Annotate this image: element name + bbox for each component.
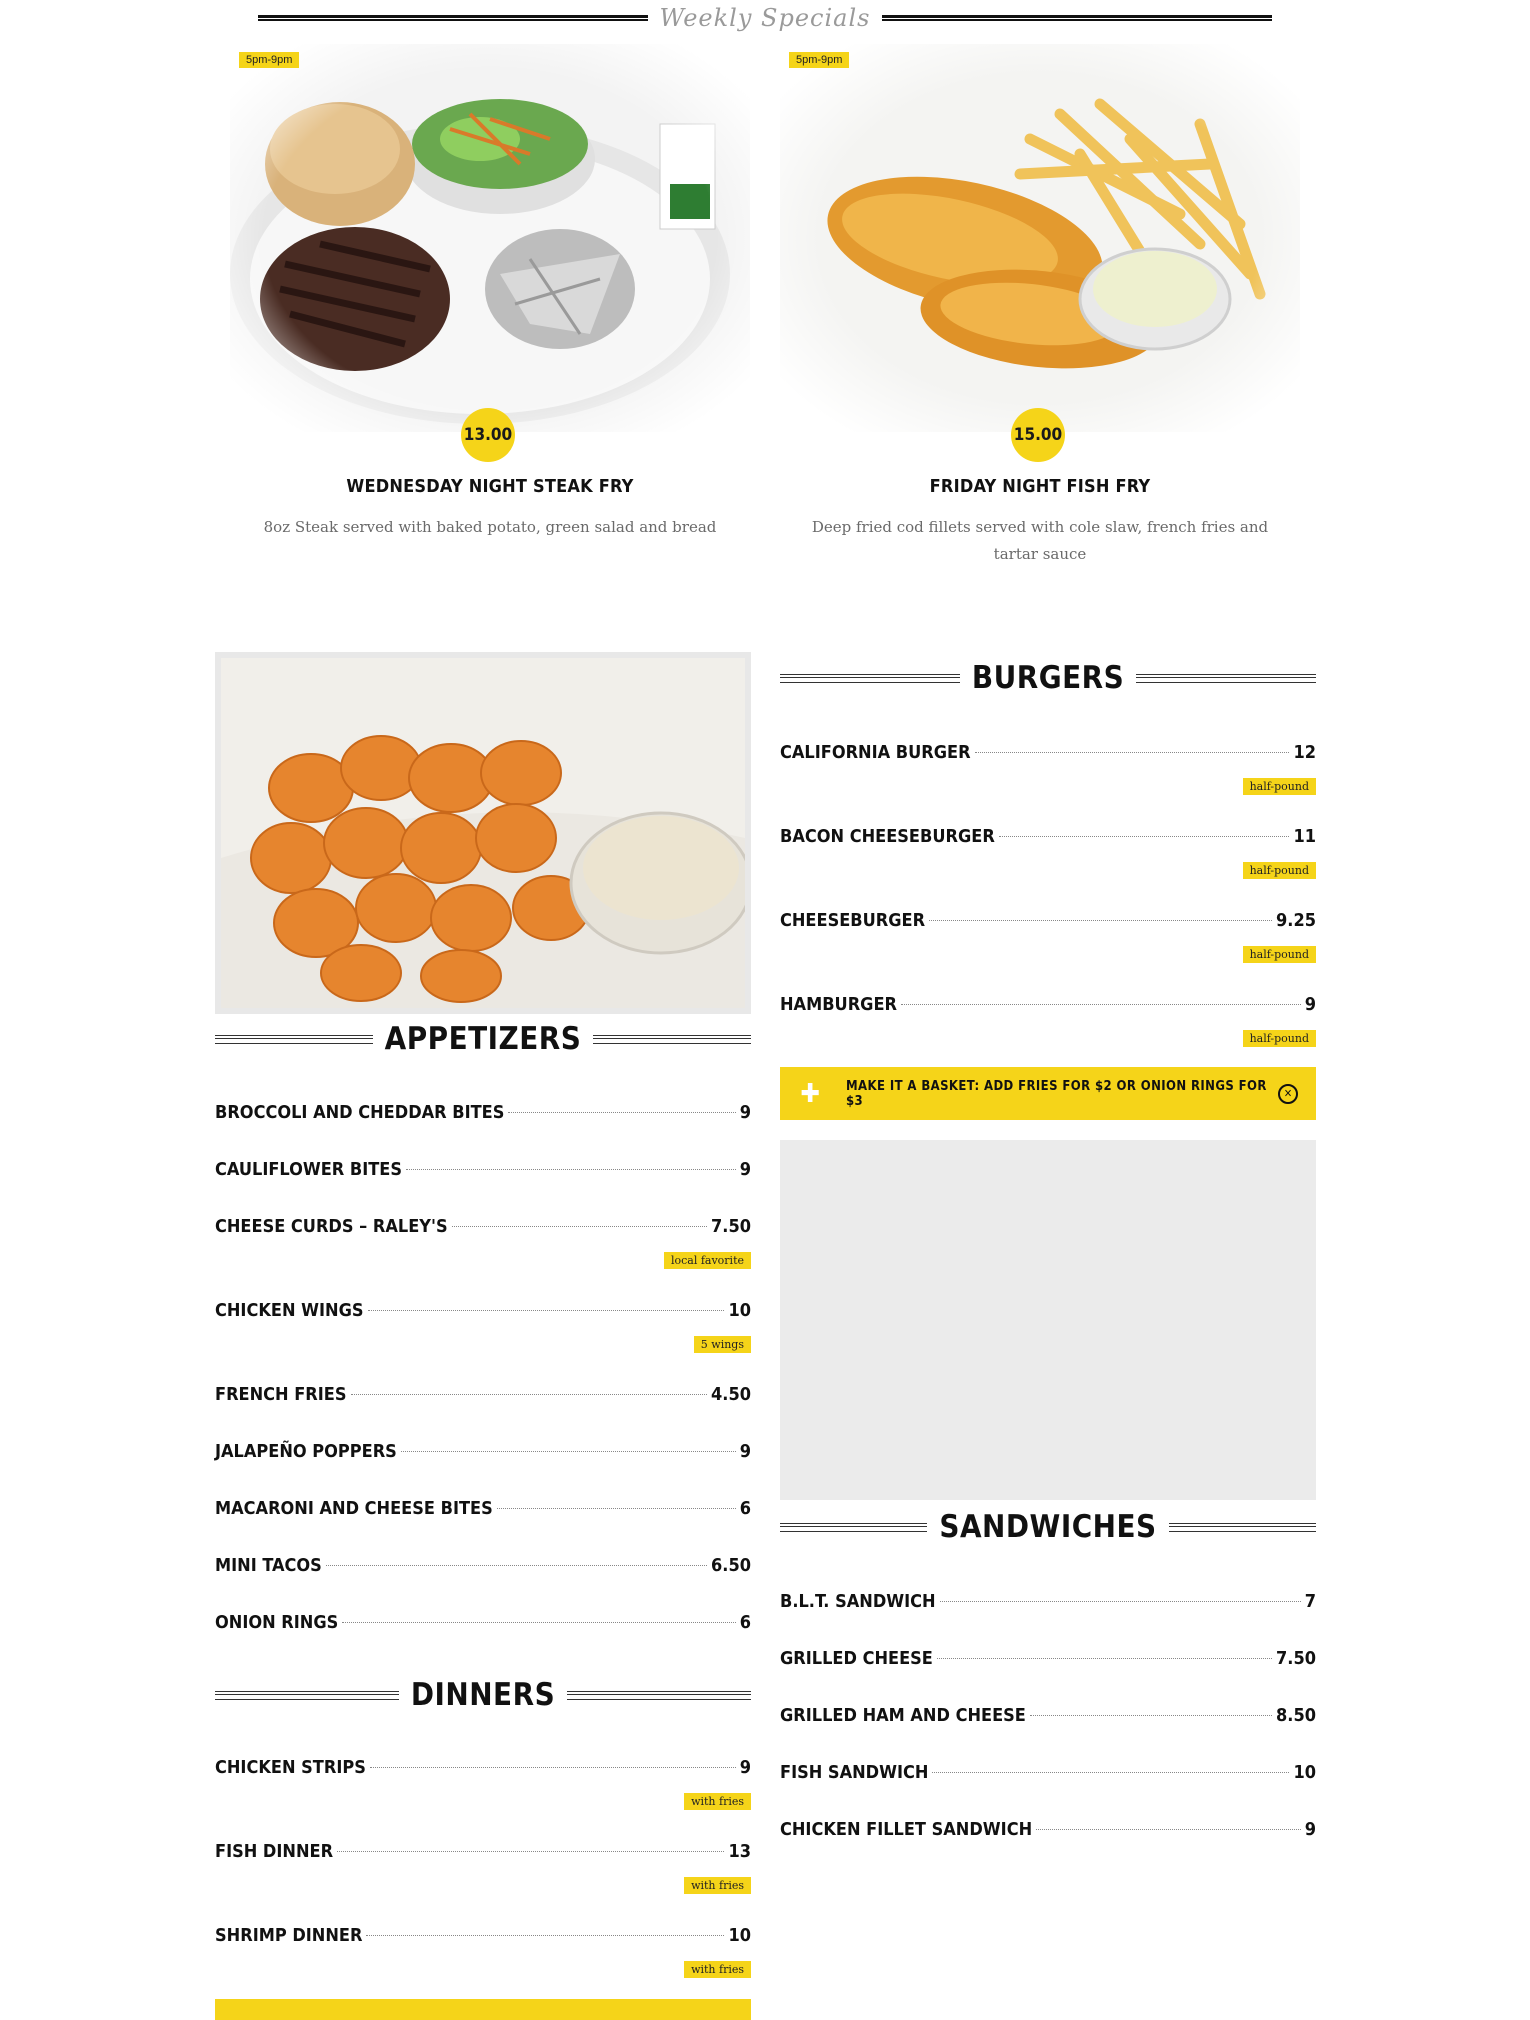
menu-item[interactable] — [780, 1648, 1316, 1678]
dotted-leader — [1036, 1829, 1301, 1830]
menu-item[interactable] — [215, 1300, 751, 1351]
item-name: MINI TACOS — [215, 1555, 322, 1576]
item-name: CHICKEN STRIPS — [215, 1757, 366, 1778]
item-note-badge: half-pound — [1243, 946, 1316, 963]
special-name[interactable]: FRIDAY NIGHT FISH FRY — [929, 476, 1151, 497]
heading-rule-left — [780, 674, 960, 683]
item-price: 9 — [739, 1757, 751, 1778]
item-note-badge: 5 wings — [694, 1336, 751, 1353]
item-name: CHICKEN FILLET SANDWICH — [780, 1819, 1033, 1840]
item-name: CHEESEBURGER — [780, 910, 926, 931]
burgers-heading — [780, 658, 1316, 698]
dotted-leader — [326, 1565, 707, 1566]
dotted-leader — [508, 1112, 735, 1113]
item-price: 13 — [728, 1841, 751, 1862]
heading-rule-left — [215, 1035, 373, 1044]
menu-item[interactable] — [780, 1591, 1316, 1621]
fish-fry-image — [780, 44, 1300, 432]
item-note-badge: local favorite — [664, 1252, 751, 1269]
dotted-leader — [370, 1767, 736, 1768]
dotted-leader — [366, 1935, 724, 1936]
heading-rule-right — [567, 1691, 751, 1700]
item-note-badge: with fries — [684, 1793, 751, 1810]
heading-rule-right — [1136, 674, 1316, 683]
menu-item[interactable] — [780, 1819, 1316, 1849]
special-price-badge: 13.00 — [461, 408, 515, 462]
heading-rule-left — [215, 1691, 399, 1700]
menu-item[interactable] — [780, 826, 1316, 877]
item-price: 7.50 — [1276, 1648, 1316, 1669]
item-name: ONION RINGS — [215, 1612, 339, 1633]
item-price: 9 — [739, 1102, 751, 1123]
appetizers-title: APPETIZERS — [384, 1021, 582, 1057]
item-note-badge: half-pound — [1243, 862, 1316, 879]
menu-item[interactable] — [780, 1762, 1316, 1792]
item-price: 8.50 — [1276, 1705, 1316, 1726]
heading-rule-right — [1169, 1523, 1316, 1532]
item-price: 4.50 — [711, 1384, 751, 1405]
heading-rule-right — [593, 1035, 751, 1044]
menu-item[interactable] — [215, 1102, 751, 1132]
sandwiches-title: SANDWICHES — [939, 1509, 1157, 1545]
dotted-leader — [368, 1310, 725, 1311]
item-name: FISH DINNER — [215, 1841, 334, 1862]
item-name: CAULIFLOWER BITES — [215, 1159, 403, 1180]
header-rule-right — [882, 15, 1272, 21]
item-name: JALAPEÑO POPPERS — [215, 1441, 397, 1462]
burgers-title: BURGERS — [971, 660, 1125, 696]
dotted-leader — [401, 1451, 736, 1452]
item-name: SHRIMP DINNER — [215, 1925, 363, 1946]
item-price: 10 — [728, 1300, 751, 1321]
plus-icon[interactable]: ✚ — [800, 1078, 820, 1109]
item-name: CALIFORNIA BURGER — [780, 742, 971, 763]
item-price: 9 — [1304, 994, 1316, 1015]
special-time-badge: 5pm-9pm — [239, 52, 299, 68]
dotted-leader — [932, 1772, 1289, 1773]
item-name: CHICKEN WINGS — [215, 1300, 364, 1321]
menu-item[interactable] — [215, 1384, 751, 1414]
dotted-leader — [497, 1508, 736, 1509]
menu-item[interactable] — [780, 994, 1316, 1045]
basket-upsell-banner[interactable] — [780, 1067, 1316, 1120]
item-price: 9 — [1304, 1819, 1316, 1840]
menu-item[interactable] — [780, 742, 1316, 793]
heading-rule-left — [780, 1523, 927, 1532]
item-name: GRILLED HAM AND CHEESE — [780, 1705, 1026, 1726]
dotted-leader — [452, 1226, 707, 1227]
dotted-leader — [351, 1394, 708, 1395]
item-note-badge: half-pound — [1243, 1030, 1316, 1047]
special-description: 8oz Steak served with baked potato, green salad and bread — [263, 518, 717, 536]
dotted-leader — [342, 1622, 735, 1623]
item-name: HAMBURGER — [780, 994, 897, 1015]
special-price-badge: 15.00 — [1011, 408, 1065, 462]
dotted-leader — [337, 1851, 724, 1852]
item-name: FISH SANDWICH — [780, 1762, 929, 1783]
dotted-leader — [901, 1004, 1301, 1005]
menu-item[interactable] — [215, 1612, 751, 1642]
menu-item[interactable] — [780, 1705, 1316, 1735]
dinners-title: DINNERS — [410, 1677, 556, 1713]
menu-item[interactable] — [215, 1498, 751, 1528]
dinners-heading — [215, 1675, 751, 1715]
item-note-badge: with fries — [684, 1877, 751, 1894]
menu-item[interactable] — [215, 1441, 751, 1471]
item-price: 7 — [1304, 1591, 1316, 1612]
dotted-leader — [929, 920, 1272, 921]
item-price: 9 — [739, 1159, 751, 1180]
header-rule-left — [258, 15, 648, 21]
item-name: GRILLED CHEESE — [780, 1648, 933, 1669]
item-name: CHEESE CURDS – RALEY'S — [215, 1216, 448, 1237]
item-price: 6 — [739, 1498, 751, 1519]
item-price: 6 — [739, 1612, 751, 1633]
item-price: 9.25 — [1276, 910, 1316, 931]
dotted-leader — [999, 836, 1290, 837]
special-description: Deep fried cod fillets served with cole slaw, french fries and tartar sauce — [811, 518, 1269, 563]
appetizer-photo — [215, 652, 751, 1014]
sandwich-image-placeholder — [780, 1140, 1316, 1500]
dotted-leader — [975, 752, 1290, 753]
dotted-leader — [1030, 1715, 1272, 1716]
item-name: FRENCH FRIES — [215, 1384, 347, 1405]
steak-dinner-image — [230, 44, 750, 432]
item-note-badge: half-pound — [1243, 778, 1316, 795]
special-card-fish[interactable] — [770, 40, 1310, 580]
item-price: 11 — [1293, 826, 1316, 847]
special-name[interactable]: WEDNESDAY NIGHT STEAK FRY — [346, 476, 634, 497]
menu-item[interactable] — [215, 1925, 751, 1976]
item-price: 9 — [739, 1441, 751, 1462]
special-card-steak[interactable] — [220, 40, 760, 580]
item-name: MACARONI AND CHEESE BITES — [215, 1498, 493, 1519]
dinners-basket-bar[interactable] — [215, 1999, 751, 2020]
basket-upsell-text: MAKE IT A BASKET: ADD FRIES FOR $2 OR ONION RINGS FOR $3 — [846, 1078, 1267, 1109]
sandwiches-heading — [780, 1507, 1316, 1547]
appetizers-heading — [215, 1019, 751, 1059]
item-price: 6.50 — [711, 1555, 751, 1576]
item-price: 12 — [1293, 742, 1316, 763]
close-circle-icon[interactable]: ✕ — [1278, 1084, 1298, 1104]
dotted-leader — [406, 1169, 736, 1170]
weekly-specials-header — [0, 0, 1530, 36]
item-name: BACON CHEESEBURGER — [780, 826, 995, 847]
menu-item[interactable] — [215, 1841, 751, 1892]
menu-item[interactable] — [215, 1555, 751, 1585]
item-price: 10 — [1293, 1762, 1316, 1783]
item-price: 10 — [728, 1925, 751, 1946]
item-note-badge: with fries — [684, 1961, 751, 1978]
menu-item[interactable] — [215, 1159, 751, 1189]
menu-item[interactable] — [215, 1757, 751, 1808]
menu-item[interactable] — [215, 1216, 751, 1267]
item-name: BROCCOLI AND CHEDDAR BITES — [215, 1102, 505, 1123]
dotted-leader — [937, 1658, 1272, 1659]
special-time-badge: 5pm-9pm — [789, 52, 849, 68]
dotted-leader — [940, 1601, 1301, 1602]
item-name: B.L.T. SANDWICH — [780, 1591, 936, 1612]
menu-item[interactable] — [780, 910, 1316, 961]
weekly-specials-title: Weekly Specials — [659, 4, 871, 32]
item-price: 7.50 — [711, 1216, 751, 1237]
